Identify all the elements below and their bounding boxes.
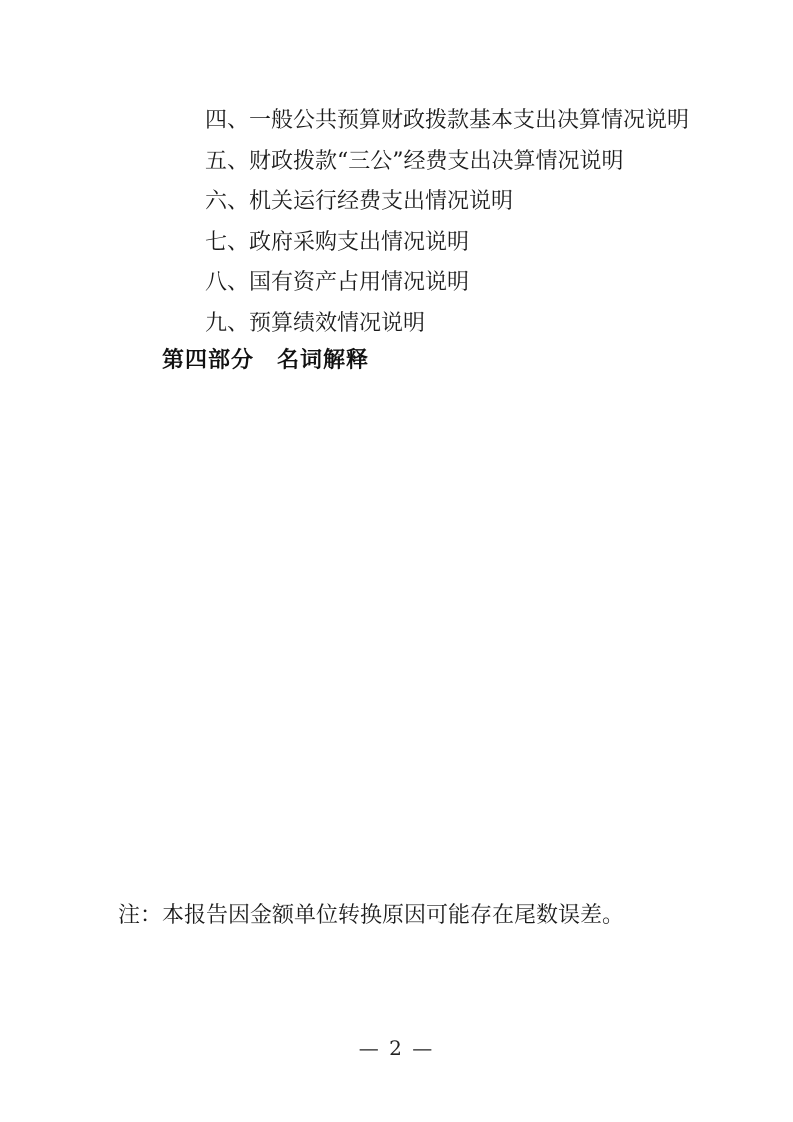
toc-item-7: 七、政府采购支出情况说明 bbox=[205, 229, 470, 255]
toc-item-6: 六、机关运行经费支出情况说明 bbox=[205, 189, 514, 214]
page-number: — 2 — bbox=[358, 1036, 435, 1060]
section-heading: 第四部分 名词解释 bbox=[162, 348, 370, 373]
toc-item-4: 四、一般公共预算财政拨款基本支出决算情况说明 bbox=[205, 108, 690, 133]
toc-list bbox=[205, 101, 733, 344]
footnote: 注：本报告因金额单位转换原因可能存在尾数误差。 bbox=[118, 903, 625, 928]
toc-item-8: 八、国有资产占用情况说明 bbox=[205, 270, 470, 295]
toc-item-9: 九、预算绩效情况说明 bbox=[205, 310, 426, 336]
toc-item-5: 五、财政拨款“三公”经费支出决算情况说明 bbox=[205, 148, 624, 174]
